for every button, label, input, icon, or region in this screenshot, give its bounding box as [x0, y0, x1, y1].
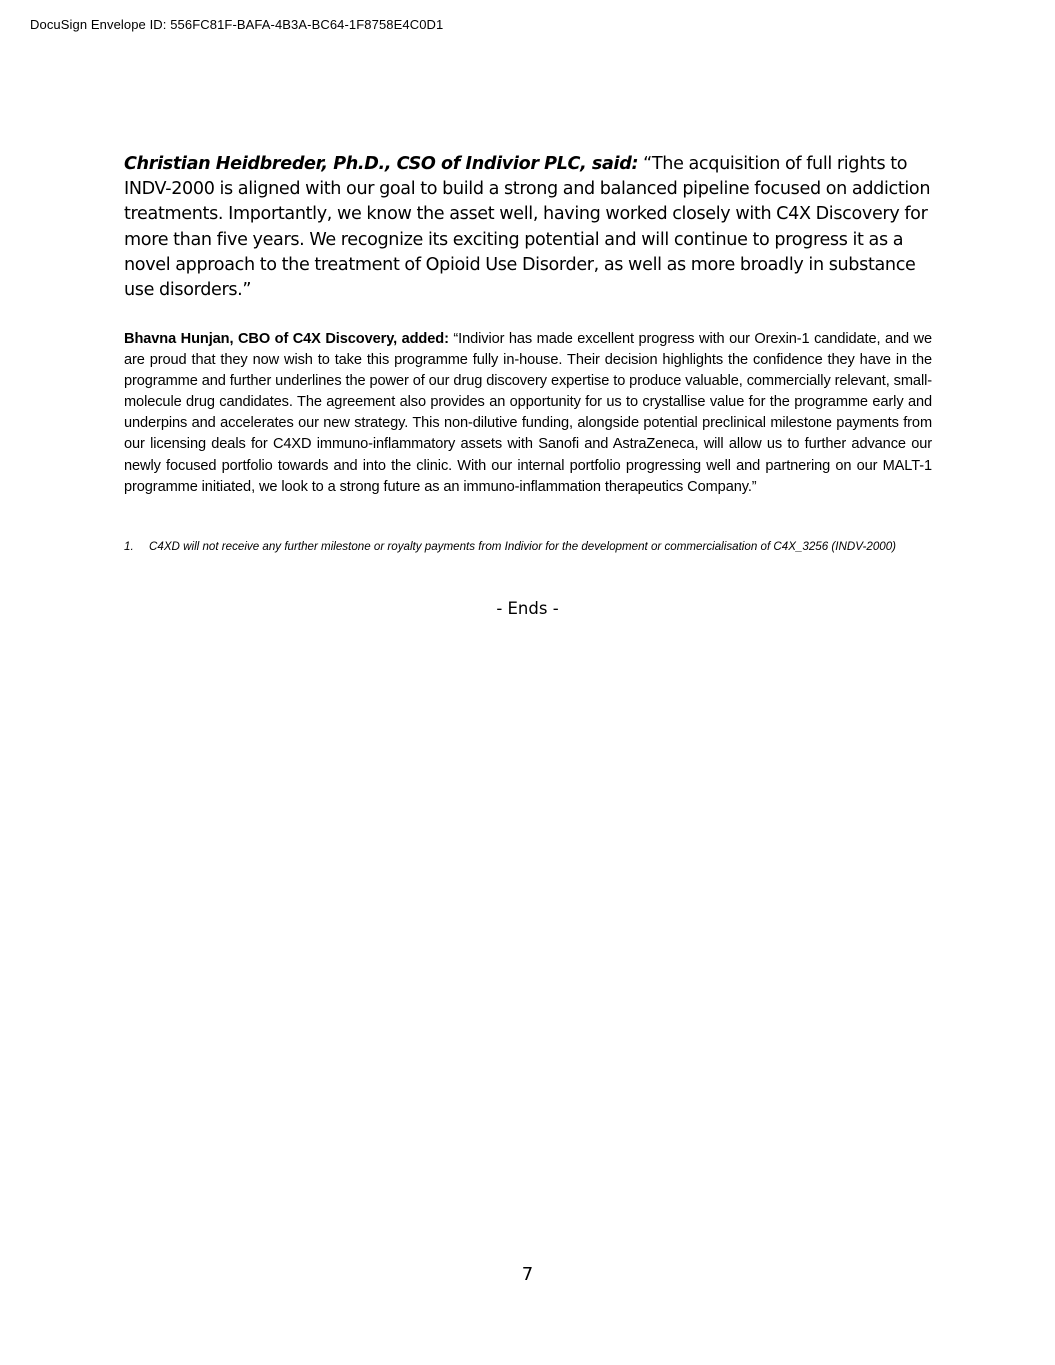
quote-text-cso: “The acquisition of full rights to INDV-2000 is aligned with our goal to build a strong and balanced pipeline focused on addiction treatments. Importantly, we know the asset well, having worked closely with C4X Discovery for more than five years. We recognize its exciting potential and will continue to progress it as a novel approach to the treatment of Opioid Use Disorder, as well as more broadly in substance use disorders.”: [124, 154, 931, 301]
docusign-envelope-id: DocuSign Envelope ID: 556FC81F-BAFA-4B3A-BC64-1F8758E4C0D1: [30, 17, 444, 32]
page-number: 7: [521, 1264, 534, 1285]
quote-paragraph-cso: [124, 152, 932, 303]
quote-speaker-cso: Christian Heidbreder, Ph.D., CSO of Indivior PLC, said:: [124, 154, 639, 174]
quote-text-cbo: “Indivior has made excellent progress with our Orexin-1 candidate, and we are proud that they now wish to take this programme fully in-house. Their decision highlights the confidence they have in the programme and further underlines the power of our drug discovery expertise to produce valuable, commercially relevant, small-molecule drug candidates. The agreement also provides an opportunity for us to crystallise value for the programme early and underpins and accelerates our new strategy. This non-dilutive funding, alongside potential preclinical milestone payments from our licensing deals for C4XD immuno-inflammatory assets with Sanofi and AstraZeneca, will allow us to further advance our newly focused portfolio towards and into the clinic. With our internal portfolio progressing well and partnering on our MALT-1 programme initiated, we look to a strong future as an immuno-inflammation therapeutics Company.”: [124, 331, 932, 495]
quote-speaker-cbo: Bhavna Hunjan, CBO of C4X Discovery, added:: [124, 331, 449, 347]
ends-marker: - Ends -: [496, 599, 559, 618]
quote-paragraph-cbo: [124, 329, 932, 498]
footnote: [124, 538, 932, 555]
footnote-text: C4XD will not receive any further milestone or royalty payments from Indivior for the development or commercialisation of C4X_3256 (INDV-2000): [149, 540, 897, 553]
footnote-number: 1.: [124, 540, 134, 553]
